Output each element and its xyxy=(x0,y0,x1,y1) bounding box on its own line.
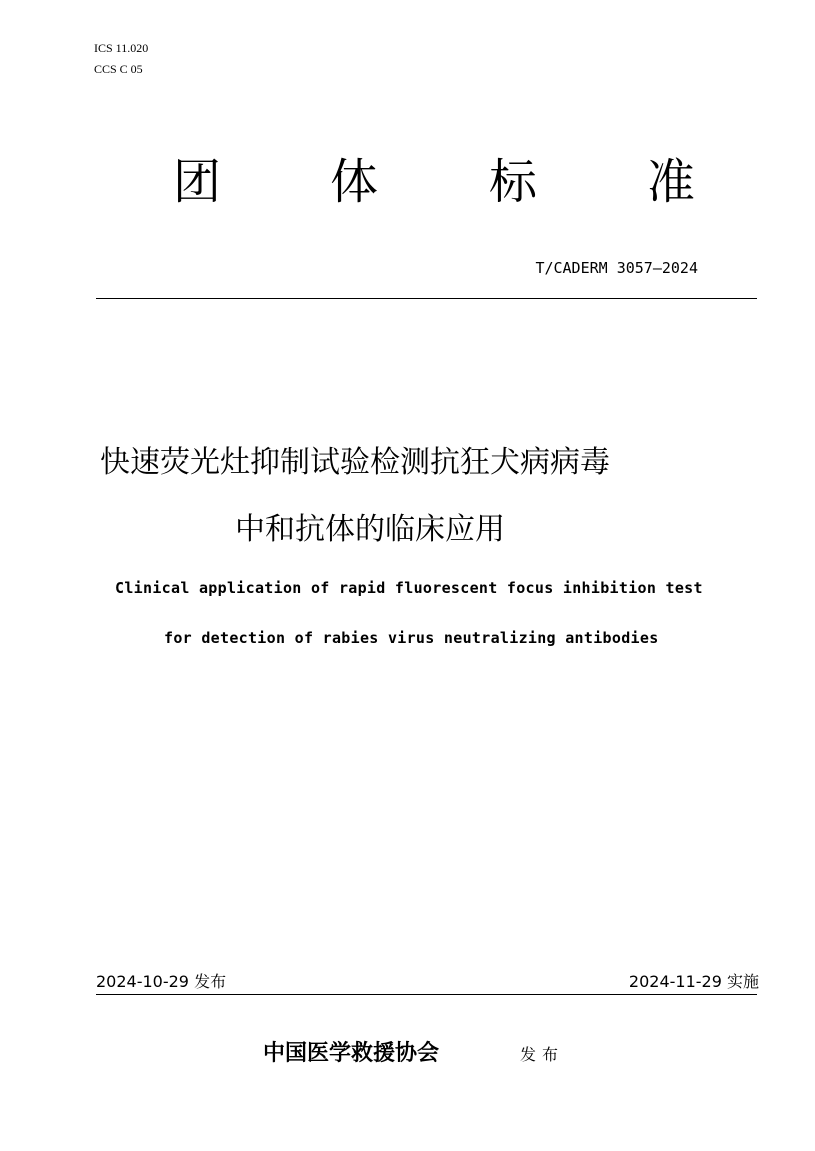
standard-type-char-4: 准 xyxy=(647,154,696,210)
ics-code: ICS 11.020 xyxy=(94,41,149,55)
standard-type-char-3: 标 xyxy=(489,154,538,210)
implement-date: 2024-11-29 实施 xyxy=(628,972,759,991)
title-english-line-1: Clinical application of rapid fluorescent focus inhibition test xyxy=(115,579,703,597)
publish-date: 2024-10-29 发布 xyxy=(96,972,227,991)
bottom-divider xyxy=(96,994,757,995)
title-english-line-2: for detection of rabies virus neutralizing antibodies xyxy=(164,629,659,647)
top-divider xyxy=(96,298,757,299)
issuer-name: 中国医学救援协会 xyxy=(263,1041,440,1066)
title-chinese-line-1: 快速荧光灶抑制试验检测抗狂犬病病毒 xyxy=(100,445,610,480)
title-chinese-line-2: 中和抗体的临床应用 xyxy=(235,512,505,547)
standard-type-char-1: 团 xyxy=(173,154,222,210)
ccs-code: CCS C 05 xyxy=(94,62,143,76)
standard-number: T/CADERM 3057—2024 xyxy=(535,259,698,277)
issuer-suffix: 发布 xyxy=(520,1045,565,1064)
standard-type-char-2: 体 xyxy=(330,154,379,210)
